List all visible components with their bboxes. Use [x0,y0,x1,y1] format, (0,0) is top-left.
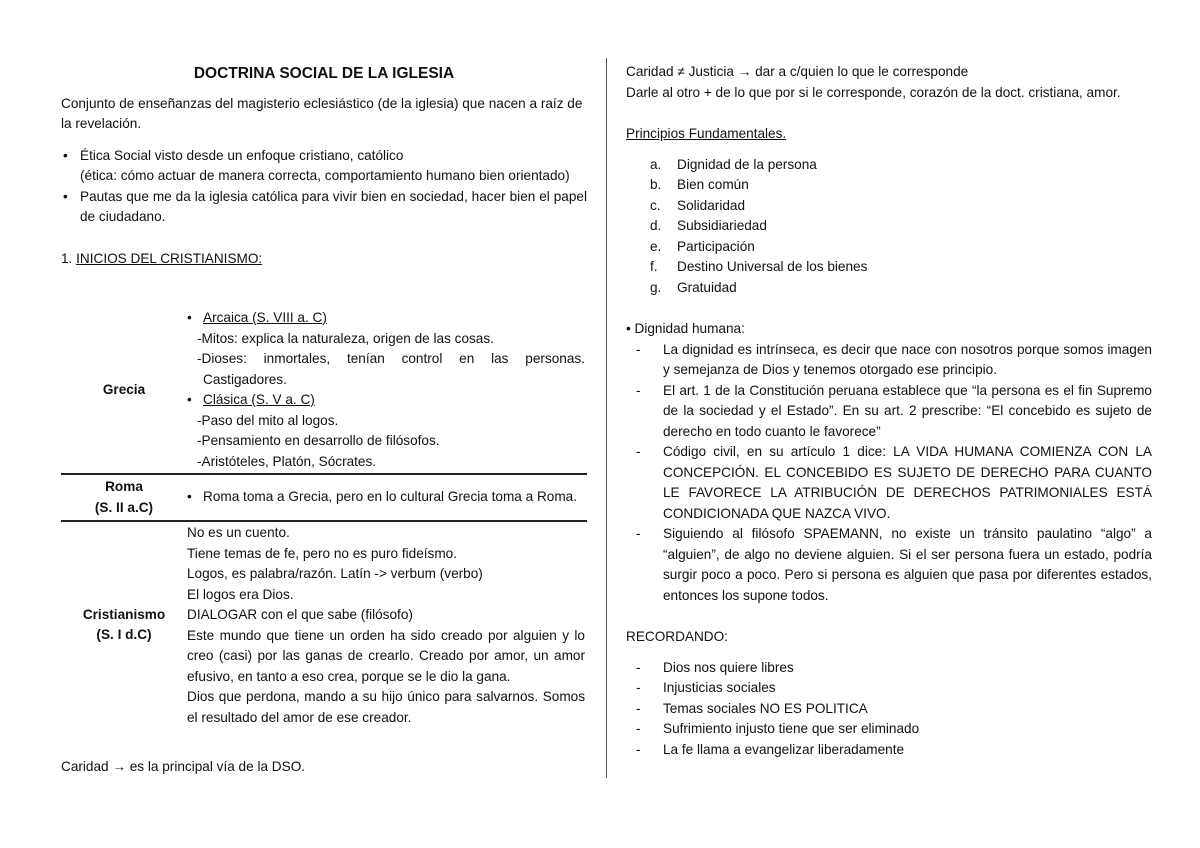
list-letter: e. [650,238,662,254]
caridad-line: Caridad → es la principal vía de la DSO. [61,759,306,774]
spacer [626,103,1152,124]
list-item: - Siguiendo al filósofo SPAEMANN, no existe un tránsito paulatino “algo” a “alguien”, de algo no deviene alguien. Si el ser persona fuera un estado, podría surgir poco a poco. Pero si persona es alguien que pasa por diferentes estados, entonces los supone todos. [626,524,1152,606]
list-item: - Código civil, en su artículo 1 dice: LA VIDA HUMANA COMIENZA CON LA CONCEPCIÓN. EL CONCEBIDO ES SUJETO DE DERECHO PARA CUANTO LE FAVORECE LA ATRIBUCIÓN DE DERECHOS PATRIMONIALES ESTÁ CONDICIONADA QUE NAZCA VIVO. [626,442,1152,524]
list-text: Destino Universal de los bienes [677,259,868,274]
bullet-text: (ética: cómo actuar de manera correcta, comportamiento humano bien orientado) [80,168,570,183]
list-text: Participación [677,238,755,254]
table-row [61,474,587,521]
list-letter: f. [650,259,658,274]
arcaica-line-text: -Dioses: inmortales, tenían control en las personas. [197,351,585,366]
list-letter: a. [650,156,662,172]
document-title: DOCTRINA SOCIAL DE LA IGLESIA [193,65,455,82]
bullet-text: Ética Social visto desde un enfoque cristiano, católico [80,147,404,163]
recordando-heading: RECORDANDO: [626,629,728,644]
right-column [626,62,1152,760]
roma-text: • Roma toma a Grecia, pero en lo cultural Grecia toma a Roma. [187,487,585,508]
arcaica-line: Castigadores. [203,371,287,387]
list-item [626,155,1152,176]
spacer [626,606,1152,627]
list-text: Solidaridad [677,197,746,213]
bullet-text: Pautas que me da la iglesia católica para vivir bien en sociedad, hacer bien el papel de ciudadano. [80,188,587,224]
list-item [626,237,1152,258]
cristianismo-line: Tiene temas de fe, pero no es puro fideísmo. [187,545,458,561]
list-item: - Dios nos quiere libres [626,658,1152,679]
list-item: - La fe llama a evangelizar liberadamente [626,740,1152,761]
cristianismo-content [187,521,587,728]
clasica-line: -Aristóteles, Platón, Sócrates. [197,453,377,469]
list-text: Subsidiariedad [677,218,767,233]
clasica-line: -Paso del mito al logos. [197,412,339,428]
list-text: Dignidad de la persona [677,156,817,172]
section-number: 1. [61,250,73,266]
cristianismo-line: El logos era Dios. [187,586,294,602]
dignidad-heading: • Dignidad humana: [626,321,745,336]
history-table [61,290,587,728]
principios-list [626,155,1152,299]
era-name: Roma [105,479,143,494]
list-item [626,257,1152,278]
list-text: Gratuidad [677,279,737,295]
list-text: Bien común [677,177,749,192]
list-letter: b. [650,177,662,192]
darle-line: Darle al otro + de lo que por si le corresponde, corazón de la doct. cristiana, amor. [626,84,1121,100]
list-item: - Sufrimiento injusto tiene que ser eliminado [626,719,1152,740]
section-title: INICIOS DEL CRISTIANISMO: [76,250,263,266]
clasica-line: -Pensamiento en desarrollo de filósofos. [197,433,440,448]
cristianismo-paragraph: Este mundo que tiene un orden ha sido creado por alguien y lo creo (casi) por las ganas de crearlo. Creado por amor, un amor efusivo, en tanto a eso crea, porque se le dio la gana. [187,627,585,684]
list-item: - Temas sociales NO ES POLITICA [626,699,1152,720]
list-item: - Injusticias sociales [626,678,1152,699]
list-item [626,175,1152,196]
era-cell [61,474,187,521]
era-cell [61,521,187,728]
principios-heading: Principios Fundamentales. [626,126,787,141]
list-letter: g. [650,279,662,295]
table-row [61,521,587,728]
arcaica-heading: • Arcaica (S. VIII a. C) [187,308,585,329]
roma-content [187,474,587,521]
recordando-list [626,658,1152,761]
list-item [626,216,1152,237]
era-cell: Grecia [61,290,187,474]
cristianismo-line: DIALOGAR con el que sabe (filósofo) [187,607,413,622]
arcaica-line: -Mitos: explica la naturaleza, origen de las cosas. [197,330,494,346]
caridad-justicia-line: Caridad ≠ Justicia → dar a c/quien lo que le corresponde [626,64,969,79]
table-row [61,290,587,474]
list-item: - El art. 1 de la Constitución peruana establece que “la persona es el fin Supremo de la sociedad y el Estado”. En su art. 2 prescribe: “El concebido es sujeto de derecho en todo cuanto le favorece” [626,381,1152,443]
clasica-heading: • Clásica (S. V a. C) [187,390,585,411]
list-item [626,196,1152,217]
spacer [626,648,1152,658]
cristianismo-line: No es un cuento. [187,525,290,540]
dignidad-list [626,340,1152,607]
intro-bullet-list [61,146,587,228]
intro-paragraph: Conjunto de enseñanzas del magisterio eclesiástico (de la iglesia) que nacen a raíz de la revelación. [61,95,583,131]
era-date: (S. I d.C) [96,627,152,642]
list-item [61,187,587,228]
list-letter: d. [650,218,662,233]
era-date: (S. II a.C) [94,499,154,515]
left-column [61,64,587,778]
era-name: Cristianismo [82,606,166,622]
arcaica-line [187,349,585,370]
cristianismo-line: Logos, es palabra/razón. Latín -> verbum (verbo) [187,566,483,581]
list-item [61,146,587,187]
column-divider [606,58,607,778]
list-item [626,278,1152,299]
grecia-content [187,290,587,474]
cristianismo-paragraph: Dios que perdona, mando a su hijo único para salvarnos. Somos el resultado del amor de ese creador. [187,689,585,725]
list-item: - La dignidad es intrínseca, es decir que nace con nosotros porque somos imagen y semejanza de Dios y tenemos otorgado ese principio. [626,340,1152,381]
section-heading [61,249,587,270]
list-letter: c. [650,197,661,213]
